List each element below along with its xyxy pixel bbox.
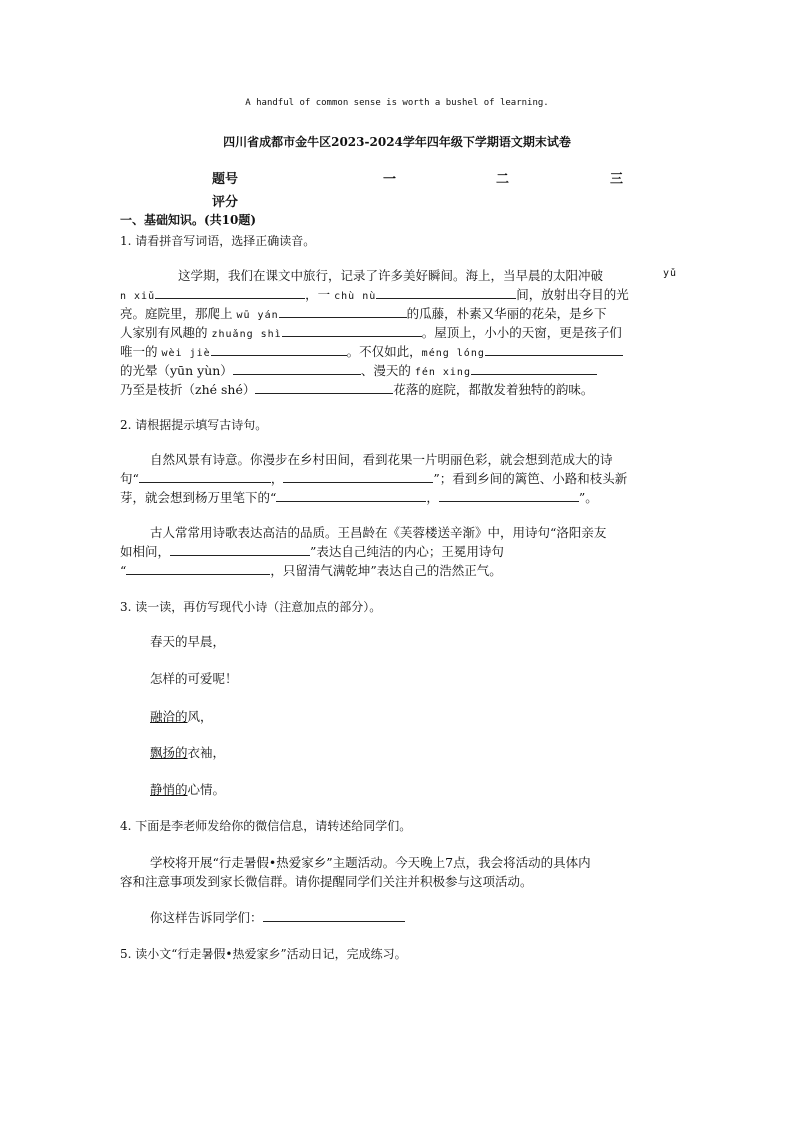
answer-blank[interactable]: [170, 542, 310, 556]
text: ，: [270, 471, 284, 486]
q1-line-4: [120, 323, 622, 344]
text: 的光晕（yūn yùn）: [120, 363, 233, 378]
answer-blank[interactable]: [211, 342, 347, 356]
text: ，: [426, 490, 439, 505]
answer-blank[interactable]: [233, 361, 361, 375]
q2-p1-line-1: 自然风景有诗意。你漫步在乡村田间，看到花果一片明丽色彩，就会想到范成大的诗: [150, 452, 613, 467]
q4-line-3: [150, 908, 405, 927]
text: 芽，就会想到杨万里笔下的“: [120, 490, 277, 505]
q2-p2-line-3: [120, 561, 502, 580]
q2-p2-line-1: 古人常常用诗歌表达高洁的品质。王昌龄在《芙蓉楼送辛渐》中，用诗句“洛阳亲友: [150, 525, 607, 540]
underlined-phrase: 融洽的: [150, 709, 188, 724]
answer-blank[interactable]: [376, 285, 516, 299]
question-4-heading: 4. 下面是李老师发给你的微信信息，请转述给同学们。: [120, 819, 412, 833]
text: 乃至是枝折（zhé shé）: [120, 382, 256, 397]
pinyin-chunu: chù nù: [334, 291, 377, 302]
pinyin-menglong: méng lóng: [421, 348, 485, 359]
text: “: [120, 563, 127, 578]
answer-blank[interactable]: [279, 304, 407, 318]
pinyin-yu: yǔ: [663, 268, 678, 279]
text: 心情。: [187, 782, 226, 797]
motto: A handful of common sense is worth a bushel of learning.: [245, 98, 549, 108]
text: 你这样告诉同学们：: [150, 910, 263, 925]
pinyin-wuyan: wū yán: [236, 310, 279, 321]
q1-line-1: 这学期，我们在课文中旅行，记录了许多美好瞬间。海上，当早晨的太阳冲破: [178, 268, 604, 283]
q1-line-5: [120, 342, 623, 363]
pinyin-fenxing: fén xing: [414, 367, 471, 378]
q1-line-7: [120, 380, 593, 399]
answer-blank[interactable]: [485, 342, 623, 356]
text: 衣袖，: [187, 745, 226, 760]
text: 的瓜藤，朴素又华丽的花朵，是乡下: [406, 306, 607, 321]
answer-blank[interactable]: [283, 469, 433, 483]
answer-blank[interactable]: [282, 323, 422, 337]
text: ，一: [305, 287, 331, 302]
poem-line-5: [150, 780, 225, 799]
text: 风，: [187, 709, 213, 724]
table-header-1: 一: [383, 172, 397, 187]
pinyin-zhuangshi: zhuǎng shì: [211, 329, 282, 340]
q1-line-3: [120, 304, 607, 325]
q2-p1-line-3: [120, 488, 598, 507]
question-1-heading: 1. 请看拼音写词语，选择正确读音。: [120, 234, 316, 248]
table-header-2: 二: [496, 172, 510, 187]
answer-blank[interactable]: [263, 908, 405, 922]
q4-line-2: 容和注意事项发到家长微信群。请你提醒同学们关注并积极参与这项活动。: [120, 874, 533, 889]
text: 间，放射出夺目的光: [516, 287, 629, 302]
text: ”；看到乡间的篱笆、小路和枝头新: [433, 471, 628, 486]
text: 人家别有风趣的: [120, 325, 208, 340]
table-row-score: 评分: [212, 195, 239, 210]
page-title: 四川省成都市金牛区2023-2024学年四年级下学期语文期末试卷: [223, 135, 571, 149]
text: ”。: [578, 490, 598, 505]
answer-blank[interactable]: [139, 469, 271, 483]
question-2-heading: 2. 请根据提示填写古诗句。: [120, 418, 268, 432]
pinyin-nxiu: n xiǔ: [120, 291, 156, 302]
answer-blank[interactable]: [471, 361, 597, 375]
text: 。不仅如此，: [346, 344, 422, 359]
answer-blank[interactable]: [255, 380, 393, 394]
text: 如相问，: [120, 544, 171, 559]
poem-line-4: [150, 743, 225, 762]
text: 句“: [120, 471, 139, 486]
answer-blank[interactable]: [439, 488, 579, 502]
q1-line-6: [120, 361, 597, 382]
poem-line-1: 春天的早晨，: [150, 634, 226, 649]
q2-p1-line-2: [120, 469, 627, 488]
question-3-heading: 3. 读一读，再仿写现代小诗（注意加点的部分）。: [120, 600, 382, 614]
text: ，只留清气满乾坤”表达自己的浩然正气。: [270, 563, 502, 578]
underlined-phrase: 静悄的: [150, 782, 188, 797]
q2-p2-line-2: [120, 542, 504, 561]
text: 、漫天的: [360, 363, 411, 378]
table-header-number: 题号: [212, 172, 239, 187]
pinyin-weijie: wèi jiè: [161, 348, 211, 359]
poem-line-2: 怎样的可爱呢！: [150, 671, 238, 686]
poem-line-3: [150, 707, 213, 726]
question-5-heading: 5. 读小文“行走暑假•热爱家乡”活动日记，完成练习。: [120, 947, 407, 961]
table-header-3: 三: [610, 172, 624, 187]
text: 亮。庭院里，那爬上: [120, 306, 233, 321]
answer-blank[interactable]: [276, 488, 426, 502]
underlined-phrase: 飘扬的: [150, 745, 188, 760]
section-heading: 一、基础知识。(共10题): [120, 213, 257, 227]
q4-line-1: 学校将开展“行走暑假•热爱家乡”主题活动。今天晚上7点，我会将活动的具体内: [150, 855, 591, 870]
text: 花落的庭院，都散发着独特的韵味。: [393, 382, 594, 397]
answer-blank[interactable]: [155, 285, 305, 299]
text: 唯一的: [120, 344, 158, 359]
q1-line-2: [120, 285, 629, 306]
text: 。屋顶上，小小的天窗，更是孩子们: [421, 325, 622, 340]
answer-blank[interactable]: [126, 561, 270, 575]
text: ”表达自己纯洁的内心；王冕用诗句: [310, 544, 504, 559]
